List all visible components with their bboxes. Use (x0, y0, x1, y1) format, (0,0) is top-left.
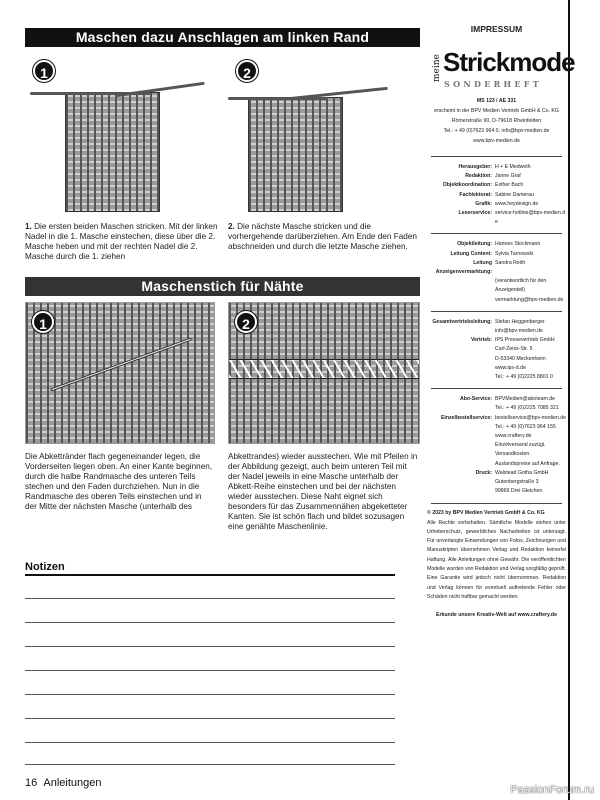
notes-line[interactable] (25, 598, 395, 599)
seam-text-col2: Abkettrandes) wieder ausstechen. Wie mit Pfeilen in der Abbildung gezeigt, auch beim unteren Teil mit der Nadel jeweils in eine Masche unterhalb der Abkett-Reihe einstechen und bei der nächsten wieder ausstechen. Diese Naht eignet sich besonders für das Zusammennähen abgeketteter Kanten. Sie ist schön flach und bildet sozusagen eine genähte Maschenlinie. (228, 452, 418, 531)
step-number-badge: 1 (32, 311, 54, 333)
impressum-value: Sabine Damerau (495, 191, 534, 198)
illustration-step-1 (25, 52, 213, 214)
impressum-row (427, 336, 566, 345)
section-name: Anleitungen (43, 777, 102, 789)
impressum-row (427, 355, 566, 364)
impressum-value: Esther Bach (495, 182, 524, 189)
knit-fabric (248, 97, 343, 212)
impressum-value: (verantwortlich für den (495, 278, 547, 285)
divider (431, 311, 562, 312)
section-header-anschlagen: Maschen dazu Anschlagen am linken Rand (25, 28, 420, 47)
impressum-value[interactable]: BPVMedien@aboteam.de (495, 396, 556, 403)
illustration-step-2 (228, 52, 418, 214)
step-label: 1. (25, 222, 32, 231)
step-description: Die nächste Masche stricken und die vorhergehende darüberziehen. Am Ende den Faden abschneiden und durch die letzte Masche ziehen. (228, 222, 417, 251)
impressum-row (427, 460, 566, 469)
impressum-row (427, 181, 566, 190)
impressum-value[interactable]: www.ips-d.de (495, 364, 526, 371)
impressum-label: Leitung Content: (450, 250, 492, 257)
impressum-row (427, 404, 566, 413)
impressum-title: IMPRESSUM (470, 24, 523, 34)
step-1-text (25, 222, 220, 262)
impressum-value: 99869 Drei Gleichen (495, 488, 543, 495)
impressum-value[interactable]: vermarktung@bpv-medien.de (495, 296, 564, 303)
impressum-value: Sandra Reith (495, 259, 526, 266)
impressum-row (427, 441, 566, 450)
impressum-row (427, 191, 566, 200)
impressum-row (427, 209, 566, 227)
impressum-label: Vertrieb: (470, 337, 492, 344)
impressum-value: IPS Pressevertrieb GmbH (495, 337, 555, 344)
step-number-badge: 2 (235, 311, 257, 333)
impressum-value: Tel.: + 49 (0)2225 7085 321 (495, 405, 559, 412)
impressum-row (427, 373, 566, 382)
impressum-row (427, 250, 566, 259)
impressum-row (427, 487, 566, 496)
impressum-value[interactable]: info@bpv-medien.de (495, 328, 543, 335)
page-number: 16 (25, 777, 38, 789)
impressum-value[interactable]: www.craftery.de (495, 433, 532, 440)
impressum-value: Sylvia Tarnowski (495, 250, 534, 257)
impressum-line: erscheint in der BPV Medien Vertrieb GmbH & Co. KG (434, 108, 559, 114)
impressum-label: Redaktion: (465, 173, 492, 180)
watermark: PassionForum.ru (510, 784, 594, 796)
impressum-row (427, 395, 566, 404)
impressum-value: D-53340 Meckenheim (495, 355, 546, 362)
impressum-value: H + E Medweth (495, 164, 531, 170)
impressum-label: Abo-Service: (460, 396, 492, 403)
step-2-text (228, 222, 423, 252)
impressum-head (427, 96, 566, 146)
impressum-sidebar (427, 24, 566, 34)
impressum-value: Tel.: + 49 (0)7623 964 155 (495, 423, 556, 430)
impressum-row (427, 364, 566, 373)
divider (431, 503, 562, 504)
impressum-row (427, 172, 566, 181)
impressum-row (427, 423, 566, 432)
illustration-seam-1 (25, 302, 215, 444)
step-label: 2. (228, 222, 235, 231)
step-description: Die ersten beiden Maschen stricken. Mit der linken Nadel in die 1. Masche einstechen, diese über die 2. Masche heben und mit der rechten Nadel die 2. Masche durch die 1. ziehen (25, 222, 218, 261)
legal-text: Alle Rechte vorbehalten. Sämtliche Modelle stehen unter Urheberschutz, gewerbliches Nacharbeiten ist untersagt. Für unverlangte Einsendungen von Fotos, Zeichnungen und Manuskripten übernehmen Verlag und Redaktion keinerlei Haftung. Alle Anleitungen ohne Gewähr. Die veröffentlichten Modelle wurden von Redaktion und Verlag sorgfältig geprüft. Eine Garantie wird jedoch nicht übernommen. Redaktion und Verlag können für eventuell auftretende Fehler oder Schäden nicht haftbar gemacht werden. (427, 519, 566, 600)
impressum-row (427, 240, 566, 249)
impressum-row (427, 327, 566, 336)
knit-fabric (65, 92, 160, 212)
seam-text-col1: Die Abkettränder flach gegeneinander legen, die Vorderseiten liegen oben. An einer Kante beginnen, durch die halbe Randmasche des unteren Teils stechen und den Faden durchziehen. Nun in die Randmasche des oberen Teils einstechen und in der Mitte der nächsten Masche (unterhalb des (25, 452, 213, 511)
impressum-line: Römerstraße 90, D-79618 Rheinfelden (451, 118, 542, 124)
notes-title: Notizen (25, 561, 65, 573)
impressum-value: Versandkosten. (495, 451, 531, 458)
impressum-row (427, 432, 566, 441)
impressum-row (427, 318, 566, 327)
notes-line[interactable] (25, 718, 395, 719)
impressum-value[interactable]: bestellservice@bpv-medien.de (495, 414, 567, 421)
impressum-row (427, 296, 566, 305)
impressum-label: Gesamtvertriebsleitung: (432, 318, 492, 325)
impressum-row (427, 414, 566, 423)
notes-line[interactable] (25, 670, 395, 671)
logo-brand: Strickmode (443, 47, 575, 77)
sidebar-divider (568, 0, 570, 800)
impressum-row (427, 163, 566, 172)
divider (431, 233, 562, 234)
impressum-value: Walstead Gotha GmbH (495, 469, 549, 476)
impressum-value[interactable]: service-hotline@bpv-medien.de (495, 210, 566, 226)
impressum-value: Carl-Zeiss-Str. 5 (495, 346, 533, 353)
page-footer (25, 777, 101, 789)
impressum-row (427, 469, 566, 478)
knit-fabric (26, 303, 215, 444)
impressum-label: Fachlektorat: (459, 191, 492, 198)
impressum-value: Gutenbergstraße 3 (495, 479, 539, 486)
divider (431, 156, 562, 157)
step-number-badge: 1 (33, 60, 55, 82)
strickmode-logo (432, 47, 575, 92)
illustration-seam-2 (228, 302, 420, 444)
impressum-value[interactable]: www.heydesign.de (495, 200, 539, 207)
impressum-label: Herausgeber: (458, 164, 492, 170)
notes-line (25, 574, 395, 576)
impressum-row (427, 450, 566, 459)
notes-line[interactable] (25, 646, 395, 647)
impressum-row (427, 259, 566, 277)
impressum-value: Anzeigenteil) (495, 287, 525, 294)
impressum-label: Objektkoordination: (442, 182, 492, 189)
impressum-label: Druck: (475, 469, 492, 476)
impressum-row (427, 345, 566, 354)
impressum-line: Tel.: + 49 (0)7623 964 0, info@bpv-medien.de (443, 128, 550, 134)
divider (431, 388, 562, 389)
copyright: © 2023 by BPV Medien Vertrieb GmbH & Co. KG (427, 509, 545, 516)
impressum-value: Janne Graf (495, 173, 521, 180)
step-number-badge: 2 (236, 60, 258, 82)
seam-stitches (229, 359, 420, 379)
notes-line[interactable] (25, 742, 395, 743)
impressum-label: Einzelbestellservice: (440, 414, 492, 421)
impressum-value: Hannes Stockmann (495, 241, 541, 248)
impressum-label: Grafik: (475, 200, 492, 207)
section-header-maschenstich: Maschenstich für Nähte (25, 277, 420, 296)
notes-line[interactable] (25, 694, 395, 695)
impressum-label: Objektleitung: (457, 241, 492, 248)
impressum-row (427, 286, 566, 295)
impressum-body (427, 150, 566, 618)
impressum-value: Einzelversand zuzügl. (495, 442, 546, 449)
notes-line[interactable] (25, 622, 395, 623)
impressum-value: Tel.: + 49 (0)2225 8801 0 (495, 374, 553, 381)
impressum-label: Leserservice: (458, 210, 492, 217)
needle-icon (115, 82, 205, 97)
impressum-row (427, 200, 566, 209)
impressum-label: Leitung Anzeigenvermarktung: (435, 259, 492, 276)
craftery-cta[interactable]: Erkunde unsere Kreativ-Welt auf www.craftery.de (436, 612, 557, 619)
impressum-value: Auslandspreise auf Anfrage. (495, 460, 560, 467)
notes-line[interactable] (25, 764, 395, 765)
logo-meine: meine (432, 54, 442, 82)
impressum-row (427, 478, 566, 487)
impressum-line: www.bpv-medien.de (473, 138, 520, 144)
impressum-value: Stefan Heggenberger (495, 318, 545, 325)
impressum-line: MS 123 / AE 331 (476, 98, 517, 104)
impressum-row (427, 277, 566, 286)
logo-subtitle: SONDERHEFT (444, 79, 543, 89)
